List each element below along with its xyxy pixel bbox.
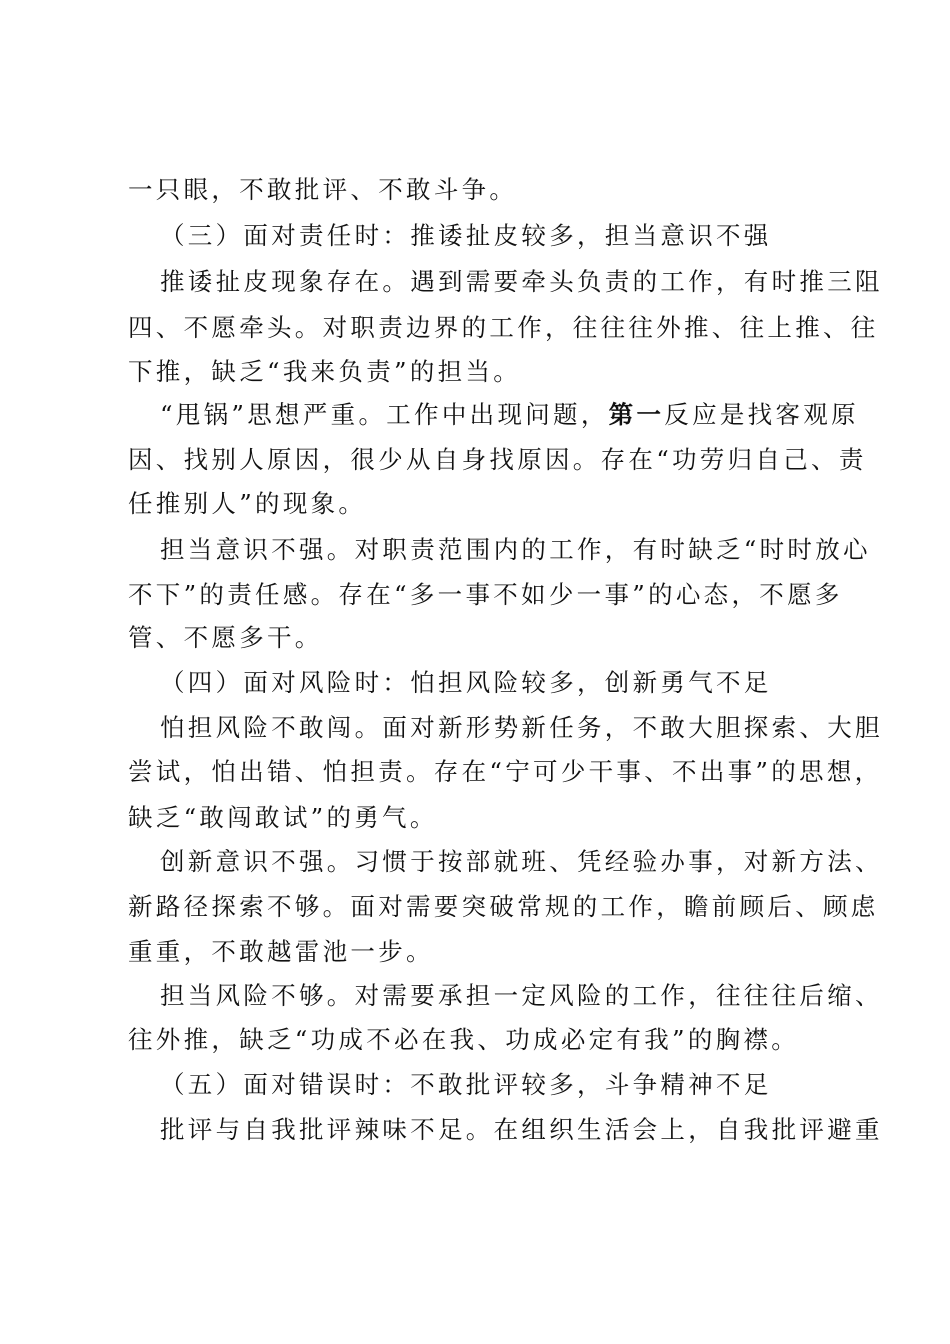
section-heading-3: （三）面对责任时：推诿扯皮较多，担当意识不强 (160, 221, 772, 250)
section-heading-4: （四）面对风险时：怕担风险较多，创新勇气不足 (160, 668, 772, 697)
paragraph-line: 新路径探索不够。面对需要突破常规的工作，瞻前顾后、顾虑 (128, 892, 879, 921)
paragraph-line: 推诿扯皮现象存在。遇到需要牵头负责的工作，有时推三阻 (160, 267, 883, 296)
paragraph-line: 批评与自我批评辣味不足。在组织生活会上，自我批评避重 (160, 1115, 883, 1144)
paragraph-line: 往外推，缺乏“功成不必在我、功成必定有我”的胸襟。 (128, 1025, 800, 1054)
paragraph-line: 怕担风险不敢闯。面对新形势新任务，不敢大胆探索、大胆 (160, 713, 883, 742)
paragraph-line: 下推，缺乏“我来负责”的担当。 (128, 357, 522, 386)
paragraph-line: 不下”的责任感。存在“多一事不如少一事”的心态，不愿多 (128, 580, 843, 609)
section-heading-5: （五）面对错误时：不敢批评较多，斗争精神不足 (160, 1070, 772, 1099)
paragraph-line (160, 400, 859, 430)
line-text-pre: “甩锅”思想严重。工作中出现问题， (160, 400, 609, 429)
paragraph-line: 尝试，怕出错、怕担责。存在“宁可少干事、不出事”的思想， (128, 757, 883, 786)
paragraph-line: 担当风险不够。对需要承担一定风险的工作，往往往后缩、 (160, 981, 883, 1010)
paragraph-line: 管、不愿多干。 (128, 623, 323, 652)
paragraph-line: 因、找别人原因，很少从自身找原因。存在“功劳归自己、责 (128, 445, 867, 474)
paragraph-line: 一只眼，不敢批评、不敢斗争。 (128, 175, 518, 204)
line-text-post: 反应是找客观原 (664, 400, 859, 429)
paragraph-line: 创新意识不强。习惯于按部就班、凭经验办事，对新方法、 (160, 847, 883, 876)
paragraph-line: 缺乏“敢闯敢试”的勇气。 (128, 803, 438, 832)
paragraph-line: 担当意识不强。对职责范围内的工作，有时缺乏“时时放心 (160, 535, 871, 564)
paragraph-line: 四、不愿牵头。对职责边界的工作，往往往外推、往上推、往 (128, 313, 879, 342)
paragraph-line: 重重，不敢越雷池一步。 (128, 937, 434, 966)
paragraph-line: 任推别人”的现象。 (128, 489, 367, 518)
bold-text: 第一 (608, 400, 665, 429)
